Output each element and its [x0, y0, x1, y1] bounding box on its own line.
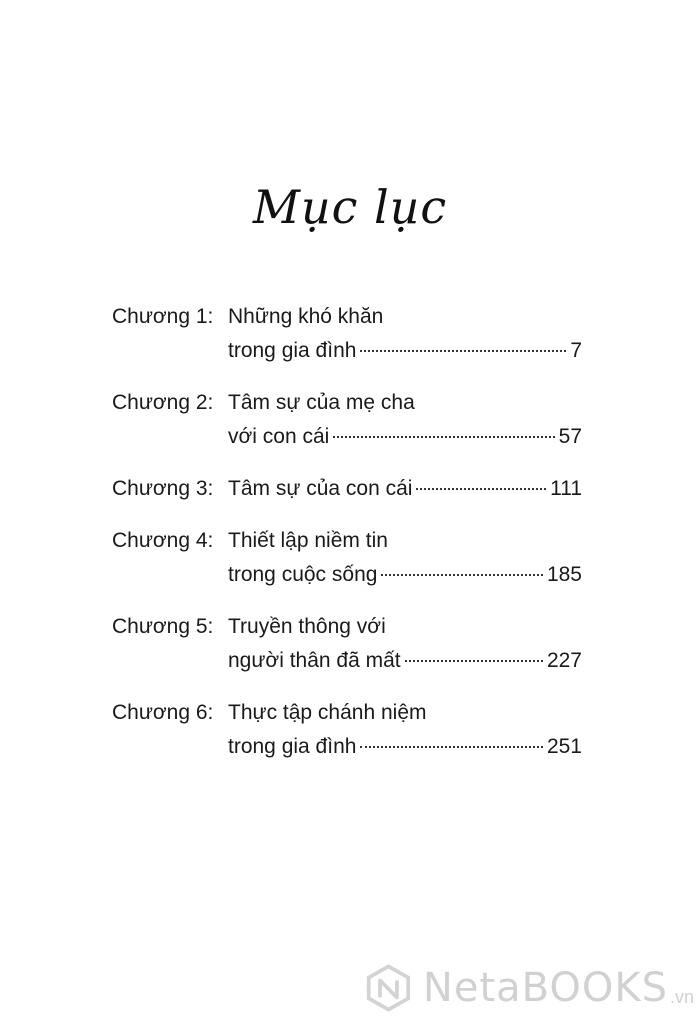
toc-entry	[112, 300, 582, 368]
dot-leader	[333, 436, 554, 438]
neta-logo-icon	[364, 962, 413, 1014]
chapter-label: Chương 6:	[112, 701, 214, 724]
chapter-label: Chương 3:	[112, 477, 214, 500]
chapter-label: Chương 1:	[112, 305, 214, 328]
page-number: 185	[546, 563, 582, 586]
chapter-title-cont: với con cái	[228, 425, 330, 448]
chapter-label: Chương 5:	[112, 615, 214, 638]
page-number: 227	[546, 649, 582, 672]
chapter-title: Những khó khăn	[228, 305, 384, 328]
toc-entry	[112, 386, 582, 454]
page-number: 111	[550, 477, 582, 500]
dot-leader	[381, 574, 543, 576]
watermark-suffix: .vn	[669, 987, 694, 1007]
toc-entry	[112, 472, 582, 506]
table-of-contents	[112, 300, 582, 782]
dot-leader	[416, 488, 546, 490]
dot-leader	[405, 660, 543, 662]
chapter-title: Thực tập chánh niệm	[228, 701, 427, 724]
toc-entry	[112, 610, 582, 678]
chapter-title-cont: trong gia đình	[228, 339, 357, 362]
chapter-title: Tâm sự của con cái	[228, 477, 413, 500]
chapter-title: Thiết lập niềm tin	[228, 529, 388, 552]
page-number: 57	[558, 425, 582, 448]
dot-leader	[360, 746, 543, 748]
page-number: 251	[546, 735, 582, 758]
page-number: 7	[570, 339, 582, 362]
chapter-title-cont: người thân đã mất	[228, 649, 401, 672]
chapter-label: Chương 4:	[112, 529, 214, 552]
watermark-text: NetaBOOKS	[422, 965, 668, 1011]
toc-entry	[112, 524, 582, 592]
chapter-label: Chương 2:	[112, 391, 214, 414]
chapter-title: Tâm sự của mẹ cha	[228, 391, 415, 414]
page-title: Mục lục	[252, 180, 448, 234]
chapter-title-cont: trong cuộc sống	[228, 563, 378, 586]
watermark-logo	[364, 958, 694, 1018]
chapter-title-cont: trong gia đình	[228, 735, 357, 758]
chapter-title: Truyền thông với	[228, 615, 386, 638]
dot-leader	[360, 350, 566, 352]
toc-entry	[112, 696, 582, 764]
